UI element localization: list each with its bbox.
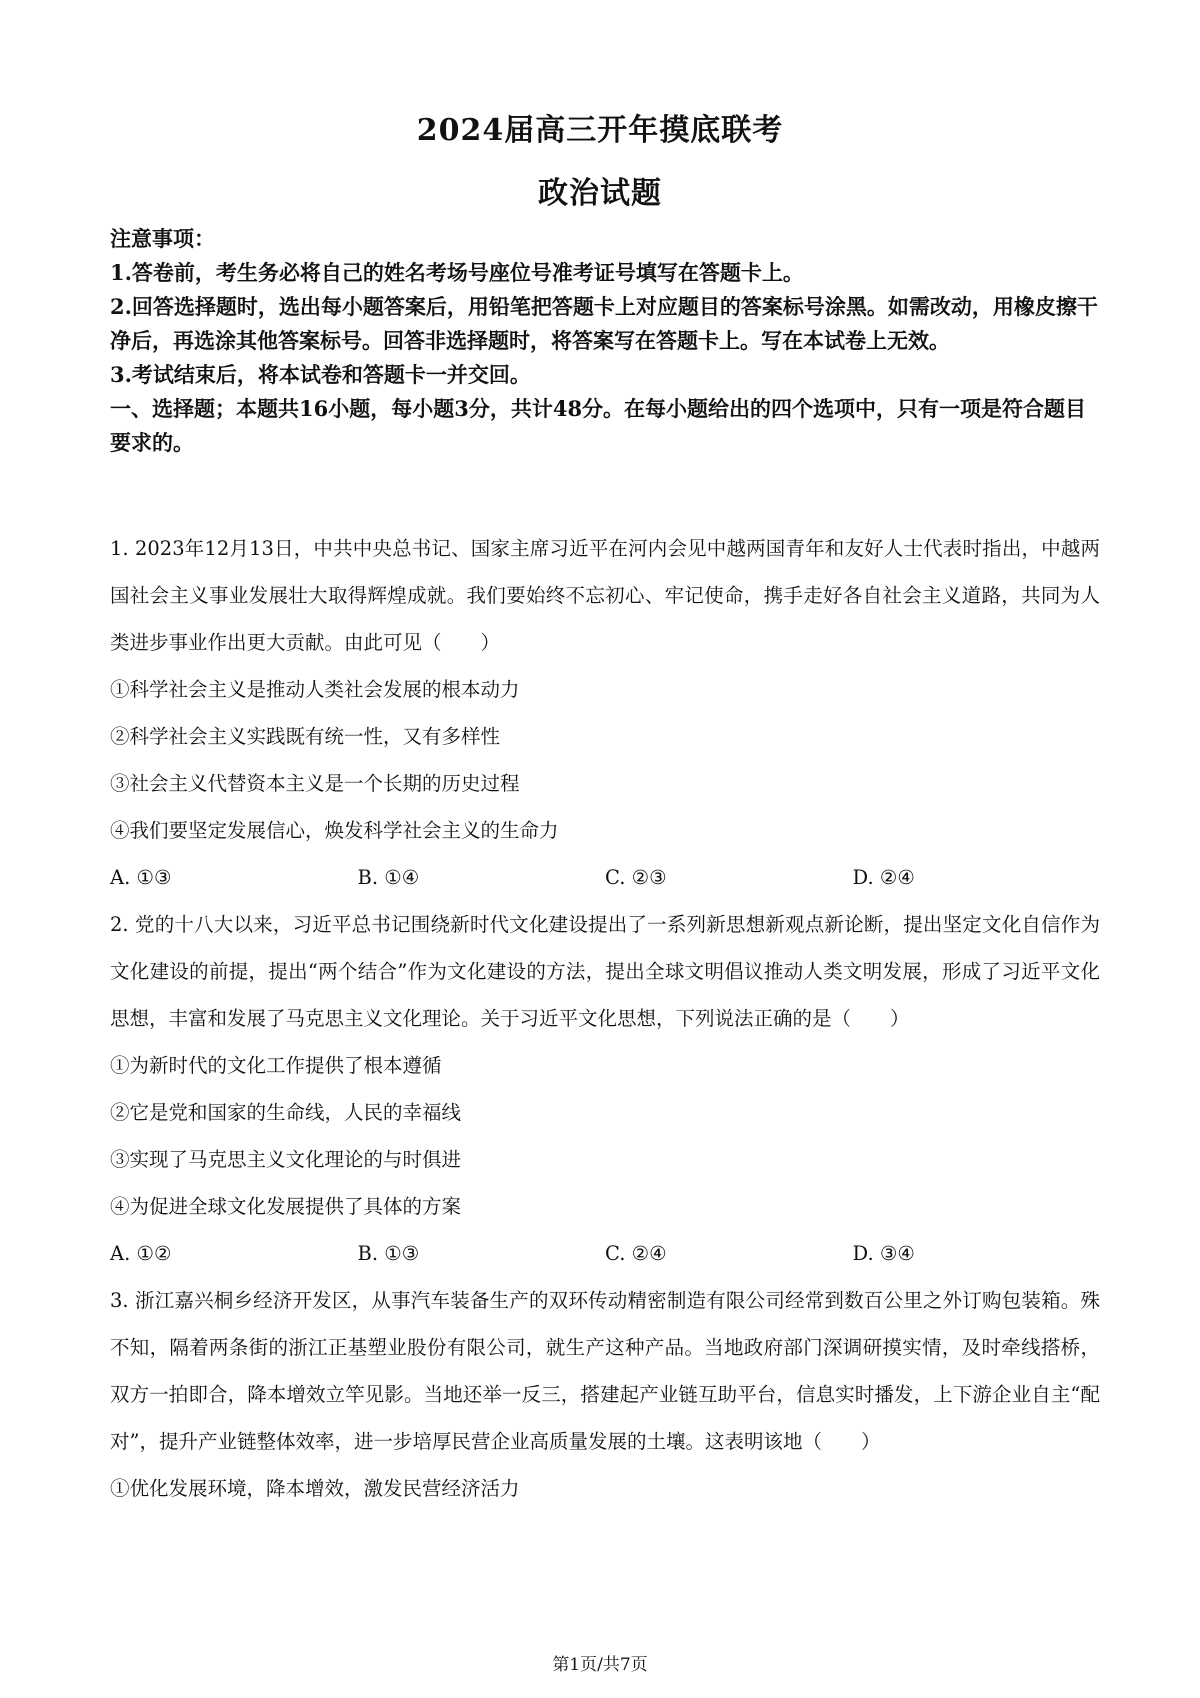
option-c: C. ②④ [605, 1242, 667, 1265]
option-d: D. ③④ [852, 1242, 915, 1265]
option-b: B. ①③ [357, 1242, 420, 1265]
statement: ②它是党和国家的生命线，人民的幸福线 [110, 1101, 462, 1124]
statement: ①为新时代的文化工作提供了根本遵循 [110, 1054, 442, 1077]
statement: ③实现了马克思主义文化理论的与时俱进 [110, 1148, 462, 1171]
option-d: D. ②④ [852, 866, 915, 889]
statement: ①科学社会主义是推动人类社会发展的根本动力 [110, 678, 520, 701]
question-stem: 1. 2023年12月13日，中共中央总书记、国家主席习近平在河内会见中越两国青年和友好人士代表时指出，中越两国社会主义事业发展壮大取得辉煌成就。我们要始终不忘初心、牢记使命，携手走好各自社会主义道路，共同为人类进步事业作出更大贡献。由此可见（ ） [110, 537, 1100, 654]
notes-item: 2.回答选择题时，选出每小题答案后，用铅笔把答题卡上对应题目的答案标号涂黑。如需改动，用橡皮擦干净后，再选涂其他答案标号。回答非选择题时，将答案写在答题卡上。写在本试卷上无效。 [110, 294, 1098, 353]
page-number: 第1页/共7页 [552, 1655, 648, 1675]
questions [110, 525, 1100, 1512]
answer-options [110, 854, 1100, 901]
statement: ④我们要坚定发展信心，焕发科学社会主义的生命力 [110, 819, 559, 842]
exam-subtitle: 政治试题 [538, 176, 662, 211]
notes-heading: 注意事项： [110, 226, 215, 251]
statement: ③社会主义代替资本主义是一个长期的历史过程 [110, 772, 520, 795]
option-a: A. ①③ [110, 866, 172, 889]
statement: ②科学社会主义实践既有统一性，又有多样性 [110, 725, 501, 748]
notes-item: 1.答卷前，考生务必将自己的姓名考场号座位号准考证号填写在答题卡上。 [110, 260, 804, 285]
option-c: C. ②③ [605, 866, 667, 889]
statement: ①优化发展环境，降本增效，激发民营经济活力 [110, 1477, 520, 1500]
option-a: A. ①② [110, 1242, 172, 1265]
notes-section [110, 222, 1100, 460]
question-stem: 3. 浙江嘉兴桐乡经济开发区，从事汽车装备生产的双环传动精密制造有限公司经常到数百公里之外订购包装箱。殊不知，隔着两条街的浙江正基塑业股份有限公司，就生产这种产品。当地政府部门深调研摸实情，及时牵线搭桥，双方一拍即合，降本增效立竿见影。当地还举一反三，搭建起产业链互助平台，信息实时播发，上下游企业自主“配对”，提升产业链整体效率，进一步培厚民营企业高质量发展的土壤。这表明该地（ ） [110, 1289, 1100, 1453]
answer-options [110, 1230, 1100, 1277]
option-b: B. ①④ [357, 866, 420, 889]
notes-item: 3.考试结束后，将本试卷和答题卡一并交回。 [110, 362, 531, 387]
exam-title: 2024届高三开年摸底联考 [416, 113, 784, 148]
section-heading: 一、选择题；本题共16小题，每小题3分，共计48分。在每小题给出的四个选项中，只有一项是符合题目要求的。 [110, 396, 1087, 455]
statement: ④为促进全球文化发展提供了具体的方案 [110, 1195, 462, 1218]
question-stem: 2. 党的十八大以来，习近平总书记围绕新时代文化建设提出了一系列新思想新观点新论断，提出坚定文化自信作为文化建设的前提，提出“两个结合”作为文化建设的方法，提出全球文明倡议推动人类文明发展，形成了习近平文化思想，丰富和发展了马克思主义文化理论。关于习近平文化思想，下列说法正确的是（ ） [110, 913, 1100, 1030]
